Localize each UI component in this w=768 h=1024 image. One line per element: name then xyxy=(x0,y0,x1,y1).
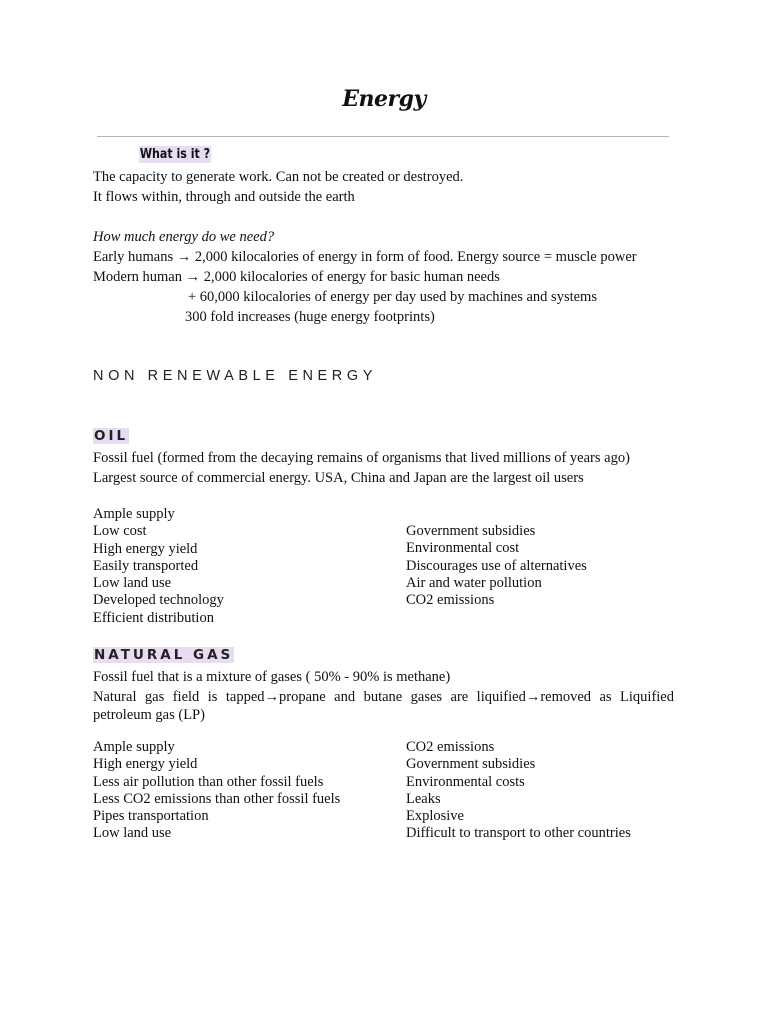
natural-gas-paragraph: Natural gas field is tapped→propane and butane gases are liquified→removed as Liquified petroleum gas (LP) xyxy=(93,689,674,723)
list-item: Easily transported xyxy=(93,557,199,574)
oil-line-1: Fossil fuel (formed from the decaying remains of organisms that lived millions of years ago) xyxy=(93,450,630,466)
list-item: Ample supply xyxy=(93,739,175,755)
list-item: Air and water pollution xyxy=(406,574,542,591)
title-divider xyxy=(97,136,669,137)
document-title: Energy xyxy=(342,86,426,112)
energy-need-line-2: Modern human → 2,000 kilocalories of energy for basic human needs xyxy=(93,269,500,285)
energy-need-line-1: Early humans → 2,000 kilocalories of energy in form of food. Energy source = muscle power xyxy=(93,249,637,265)
energy-need-question: How much energy do we need? xyxy=(93,229,275,245)
list-item: Efficient distribution xyxy=(93,609,214,626)
list-item: Government subsidies xyxy=(406,523,536,539)
oil-line-2: Largest source of commercial energy. USA, China and Japan are the largest oil users xyxy=(93,470,584,486)
list-item: Difficult to transport to other countries xyxy=(406,825,631,842)
list-item: CO2 emissions xyxy=(406,592,495,609)
natural-gas-advantages-list xyxy=(93,739,340,843)
list-item: High energy yield xyxy=(93,540,198,557)
list-item: Leaks xyxy=(406,790,441,807)
list-item: Pipes transportation xyxy=(93,808,209,825)
energy-need-line-3: + 60,000 kilocalories of energy per day used by machines and systems xyxy=(188,289,597,305)
oil-heading: OIL xyxy=(94,428,129,444)
list-item: Developed technology xyxy=(93,592,224,609)
natural-gas-disadvantages-list xyxy=(406,739,631,843)
list-item: Government subsidies xyxy=(406,756,536,773)
definition-line-1: The capacity to generate work. Can not be created or destroyed. xyxy=(93,169,464,185)
list-item: Low cost xyxy=(93,523,147,540)
natural-gas-heading: NATURAL GAS xyxy=(94,647,234,663)
list-item: Explosive xyxy=(406,808,464,825)
list-item: CO2 emissions xyxy=(406,739,495,755)
list-item: Less CO2 emissions than other fossil fuels xyxy=(93,790,341,807)
list-item: Low land use xyxy=(93,825,172,842)
list-item: Ample supply xyxy=(93,506,175,522)
definition-line-2: It flows within, through and outside the earth xyxy=(93,189,355,205)
list-item: Environmental cost xyxy=(406,540,520,557)
list-item: High energy yield xyxy=(93,756,198,773)
list-item: Environmental costs xyxy=(406,773,525,790)
list-item: Less air pollution than other fossil fuels xyxy=(93,773,324,790)
natural-gas-line-1: Fossil fuel that is a mixture of gases ( 50% - 90% is methane) xyxy=(93,669,451,685)
non-renewable-heading: NON RENEWABLE ENERGY xyxy=(93,368,378,384)
oil-disadvantages-list xyxy=(406,523,587,609)
list-item: Discourages use of alternatives xyxy=(406,557,587,574)
what-is-it-heading: What is it ? xyxy=(139,147,211,162)
energy-need-line-4: 300 fold increases (huge energy footprints) xyxy=(185,309,435,325)
list-item: Low land use xyxy=(93,575,172,592)
oil-advantages-list xyxy=(93,506,224,627)
